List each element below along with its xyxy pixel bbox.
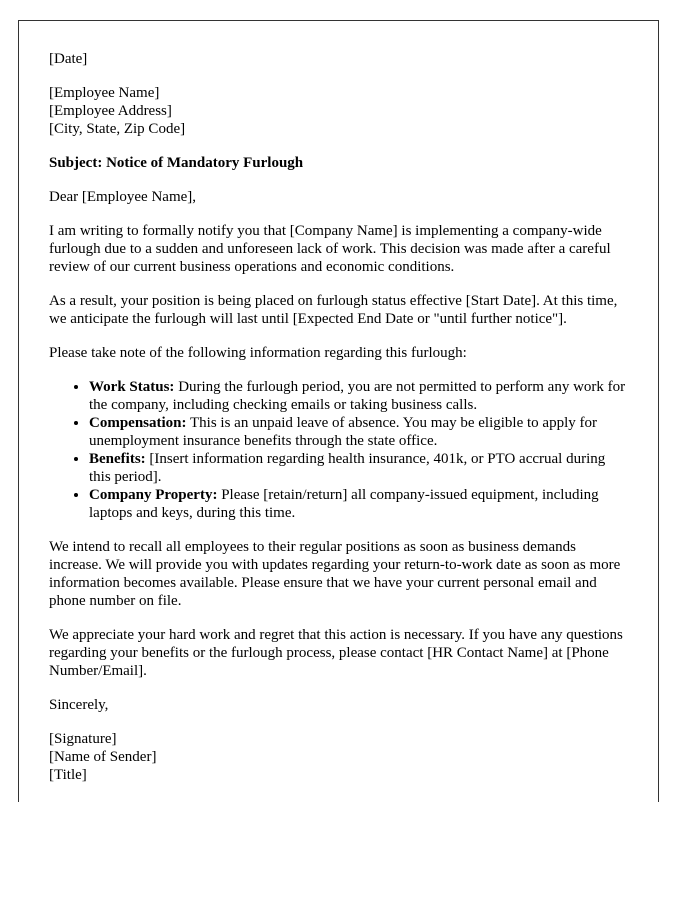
item-text: This is an unpaid leave of absence. You may be eligible to apply for unemployment insurance benefits through the state office. [89,415,597,449]
item-text: Please [retain/return] all company-issued equipment, including laptops and keys, during this time. [89,487,599,521]
list-item [89,486,630,522]
letter-page [18,20,659,802]
list-item [89,378,630,414]
item-label: Company Property: [89,487,218,503]
date: [Date] [49,51,88,67]
recipient-address: [Employee Address] [49,103,172,119]
list-item [89,414,630,450]
paragraph-recall: We intend to recall all employees to their regular positions as soon as business demands increase. We will provide you with updates regarding your return-to-work date as soon as more information becomes available. Please ensure that we have your current personal email and phone number on file. [49,539,621,609]
paragraph-status: As a result, your position is being placed on furlough status effective [Start Date]. At this time, we anticipate the furlough will last until [Expected End Date or "until further notice"]. [49,293,618,327]
furlough-info-list [49,378,630,522]
list-item [89,450,630,486]
recipient-city: [City, State, Zip Code] [49,121,186,137]
subject-line: Subject: Notice of Mandatory Furlough [49,155,304,171]
item-label: Compensation: [89,415,187,431]
closing: Sincerely, [49,697,109,713]
paragraph-contact: We appreciate your hard work and regret that this action is necessary. If you have any questions regarding your benefits or the furlough process, please contact [HR Contact Name] at [Phone Number/Email]. [49,627,623,679]
sender-name: [Name of Sender] [49,749,157,765]
item-text: [Insert information regarding health insurance, 401k, or PTO accrual during this period]. [89,451,606,485]
recipient-block [49,84,630,138]
item-text: During the furlough period, you are not permitted to perform any work for the company, including checking emails or taking business calls. [89,379,626,413]
salutation: Dear [Employee Name], [49,189,197,205]
item-label: Work Status: [89,379,175,395]
signature-block [49,730,630,784]
sender-title: [Title] [49,767,87,783]
signature: [Signature] [49,731,117,747]
paragraph-intro: I am writing to formally notify you that [Company Name] is implementing a company-wide furlough due to a sudden and unforeseen lack of work. This decision was made after a careful review of our current business operations and economic conditions. [49,223,611,275]
paragraph-list-intro: Please take note of the following information regarding this furlough: [49,345,467,361]
recipient-name: [Employee Name] [49,85,160,101]
item-label: Benefits: [89,451,146,467]
